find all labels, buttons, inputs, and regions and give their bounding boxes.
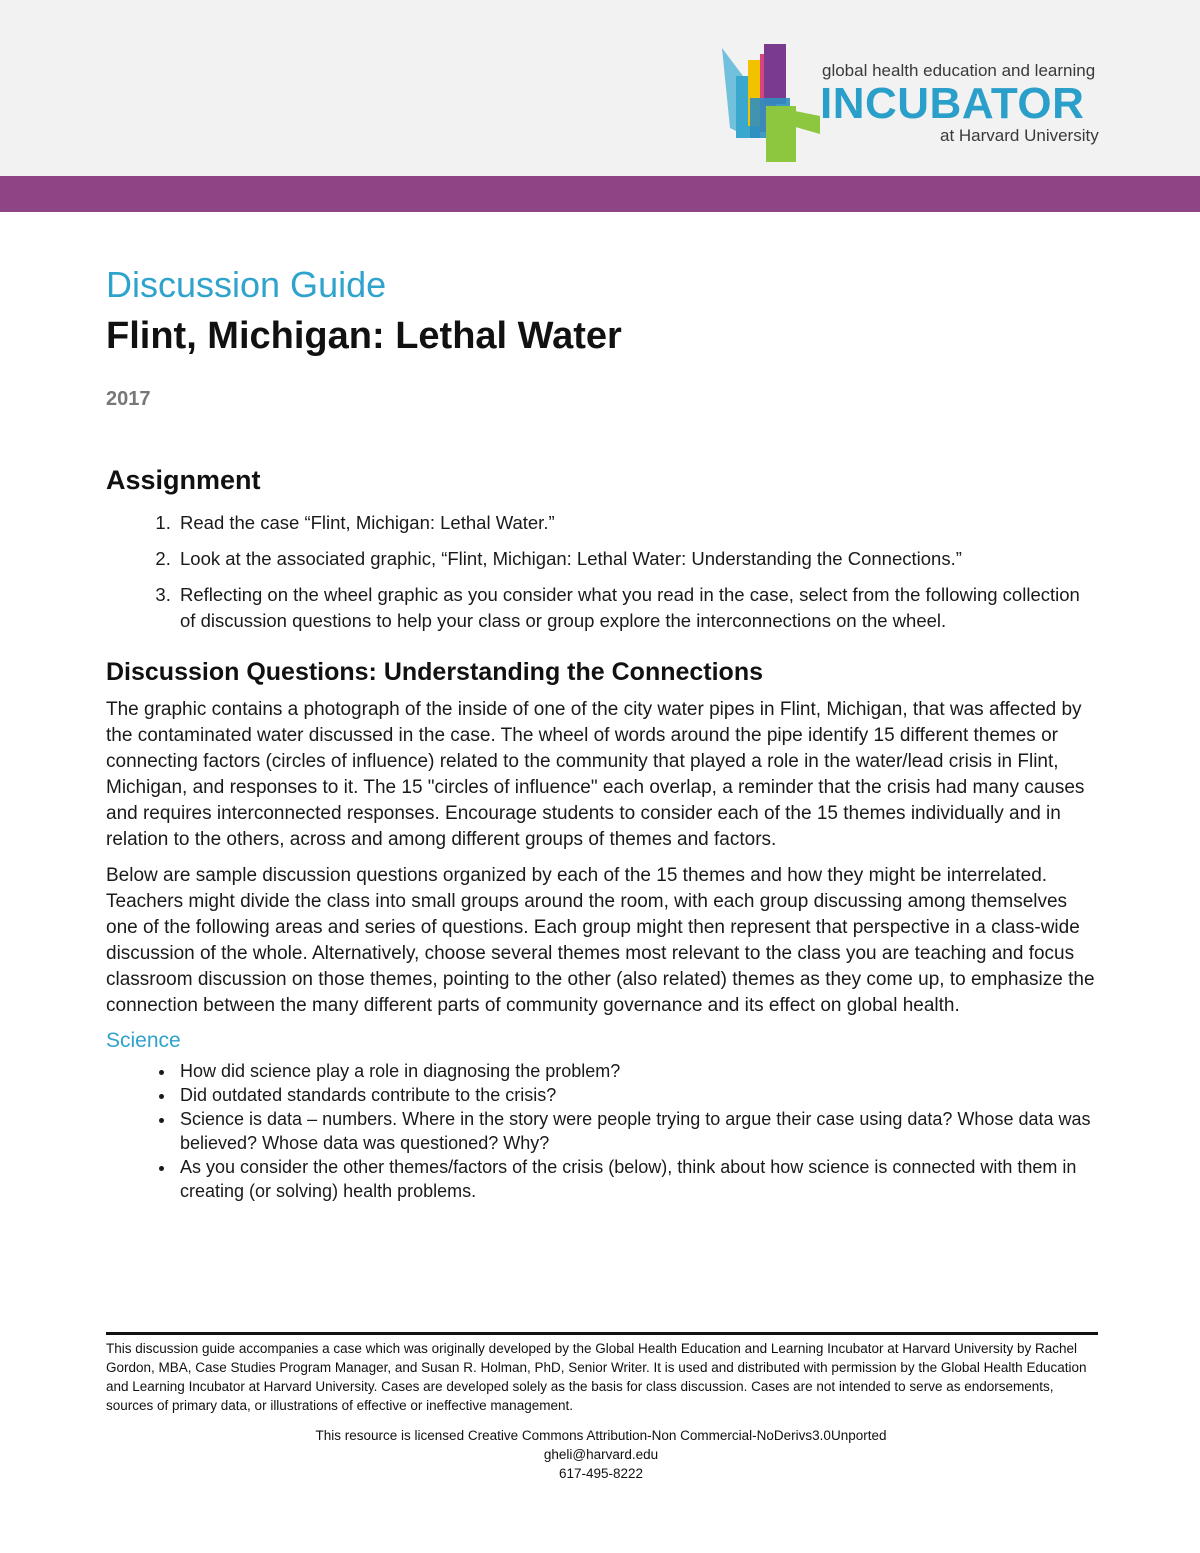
logo-line-1: global health education and learning	[822, 61, 1096, 80]
footer-attribution-note: This discussion guide accompanies a case which was originally developed by the Global Health Education and Learning Incubator at Harvard University by Rachel Gordon, MBA, Case Studies Program Manager, and Susan R. Holman, PhD, Senior Writer. It is used and distributed with permission by the Global Health Education and Learning Incubator at Harvard University. Cases are developed solely as the basis for class discussion. Cases are not intended to serve as endorsements, sources of primary data, or illustrations of effective or ineffective management.	[106, 1341, 1087, 1413]
document-year: 2017	[106, 388, 151, 410]
science-question: • As you consider the other themes/factors of the crisis (below), think about how science is connected with them in creating (or solving) health problems.	[176, 1155, 1096, 1203]
footer-contact	[106, 1426, 1096, 1483]
document-label: Discussion Guide	[106, 264, 387, 305]
footer-divider	[106, 1332, 1098, 1335]
assignment-item: 3. Reflecting on the wheel graphic as you consider what you read in the case, select from the following collection of discussion questions to help your class or group explore the interconnections on the wheel.	[176, 582, 1096, 634]
license-text: This resource is licensed Creative Commons Attribution-Non Commercial-NoDerivs3.0Unported	[315, 1428, 887, 1443]
document-title: Flint, Michigan: Lethal Water	[106, 315, 622, 357]
assignment-heading: Assignment	[106, 465, 261, 495]
assignment-item: 1. Read the case “Flint, Michigan: Lethal Water.”	[176, 510, 1096, 536]
incubator-logo	[720, 40, 1120, 162]
discussion-heading: Discussion Questions: Understanding the Connections	[106, 658, 764, 686]
discussion-paragraph: The graphic contains a photograph of the inside of one of the city water pipes in Flint, Michigan, that was affected by the contaminated water discussed in the case. The wheel of words around the pipe identify 15 different themes or connecting factors (circles of influence) related to the community that played a role in the water/lead crisis in Flint, Michigan, and responses to it. The 15 "circles of influence" each overlap, a reminder that the crisis had many causes and requires interconnected responses. Encourage students to consider each of the 15 themes individually and in relation to the others, across and among different groups of themes and factors.	[106, 699, 1085, 850]
discussion-paragraph: Below are sample discussion questions organized by each of the 15 themes and how they might be interrelated. Teachers might divide the class into small groups around the room, with each group discussing among themselves one of the following areas and series of questions. Each group might then represent that perspective in a class-wide discussion of the whole. Alternatively, choose several themes most relevant to the class you are teaching and focus classroom discussion on those themes, pointing to the other (also related) themes as they come up, to emphasize the connection between the many different parts of community governance and its effect on global health.	[106, 865, 1095, 1016]
logo-line-3: at Harvard University	[940, 126, 1099, 145]
logo-wordmark: INCUBATOR	[820, 79, 1085, 128]
document-body	[106, 262, 1096, 1203]
science-question: • Science is data – numbers. Where in the story were people trying to argue their case using data? Whose data was believed? Whose data was questioned? Why?	[176, 1107, 1096, 1155]
contact-email: gheli@harvard.edu	[543, 1447, 659, 1462]
assignment-item: 2. Look at the associated graphic, “Flint, Michigan: Lethal Water: Understanding the Connections.”	[176, 546, 1096, 572]
incubator-logo-mark-icon	[720, 40, 820, 162]
contact-phone: 617-495-8222	[558, 1466, 644, 1481]
assignment-list	[106, 510, 1096, 634]
header-accent-bar	[0, 176, 1200, 212]
science-question: • Did outdated standards contribute to the crisis?	[176, 1083, 1096, 1107]
science-question: • How did science play a role in diagnosing the problem?	[176, 1059, 1096, 1083]
science-heading: Science	[106, 1029, 181, 1052]
science-question-list	[106, 1059, 1096, 1203]
